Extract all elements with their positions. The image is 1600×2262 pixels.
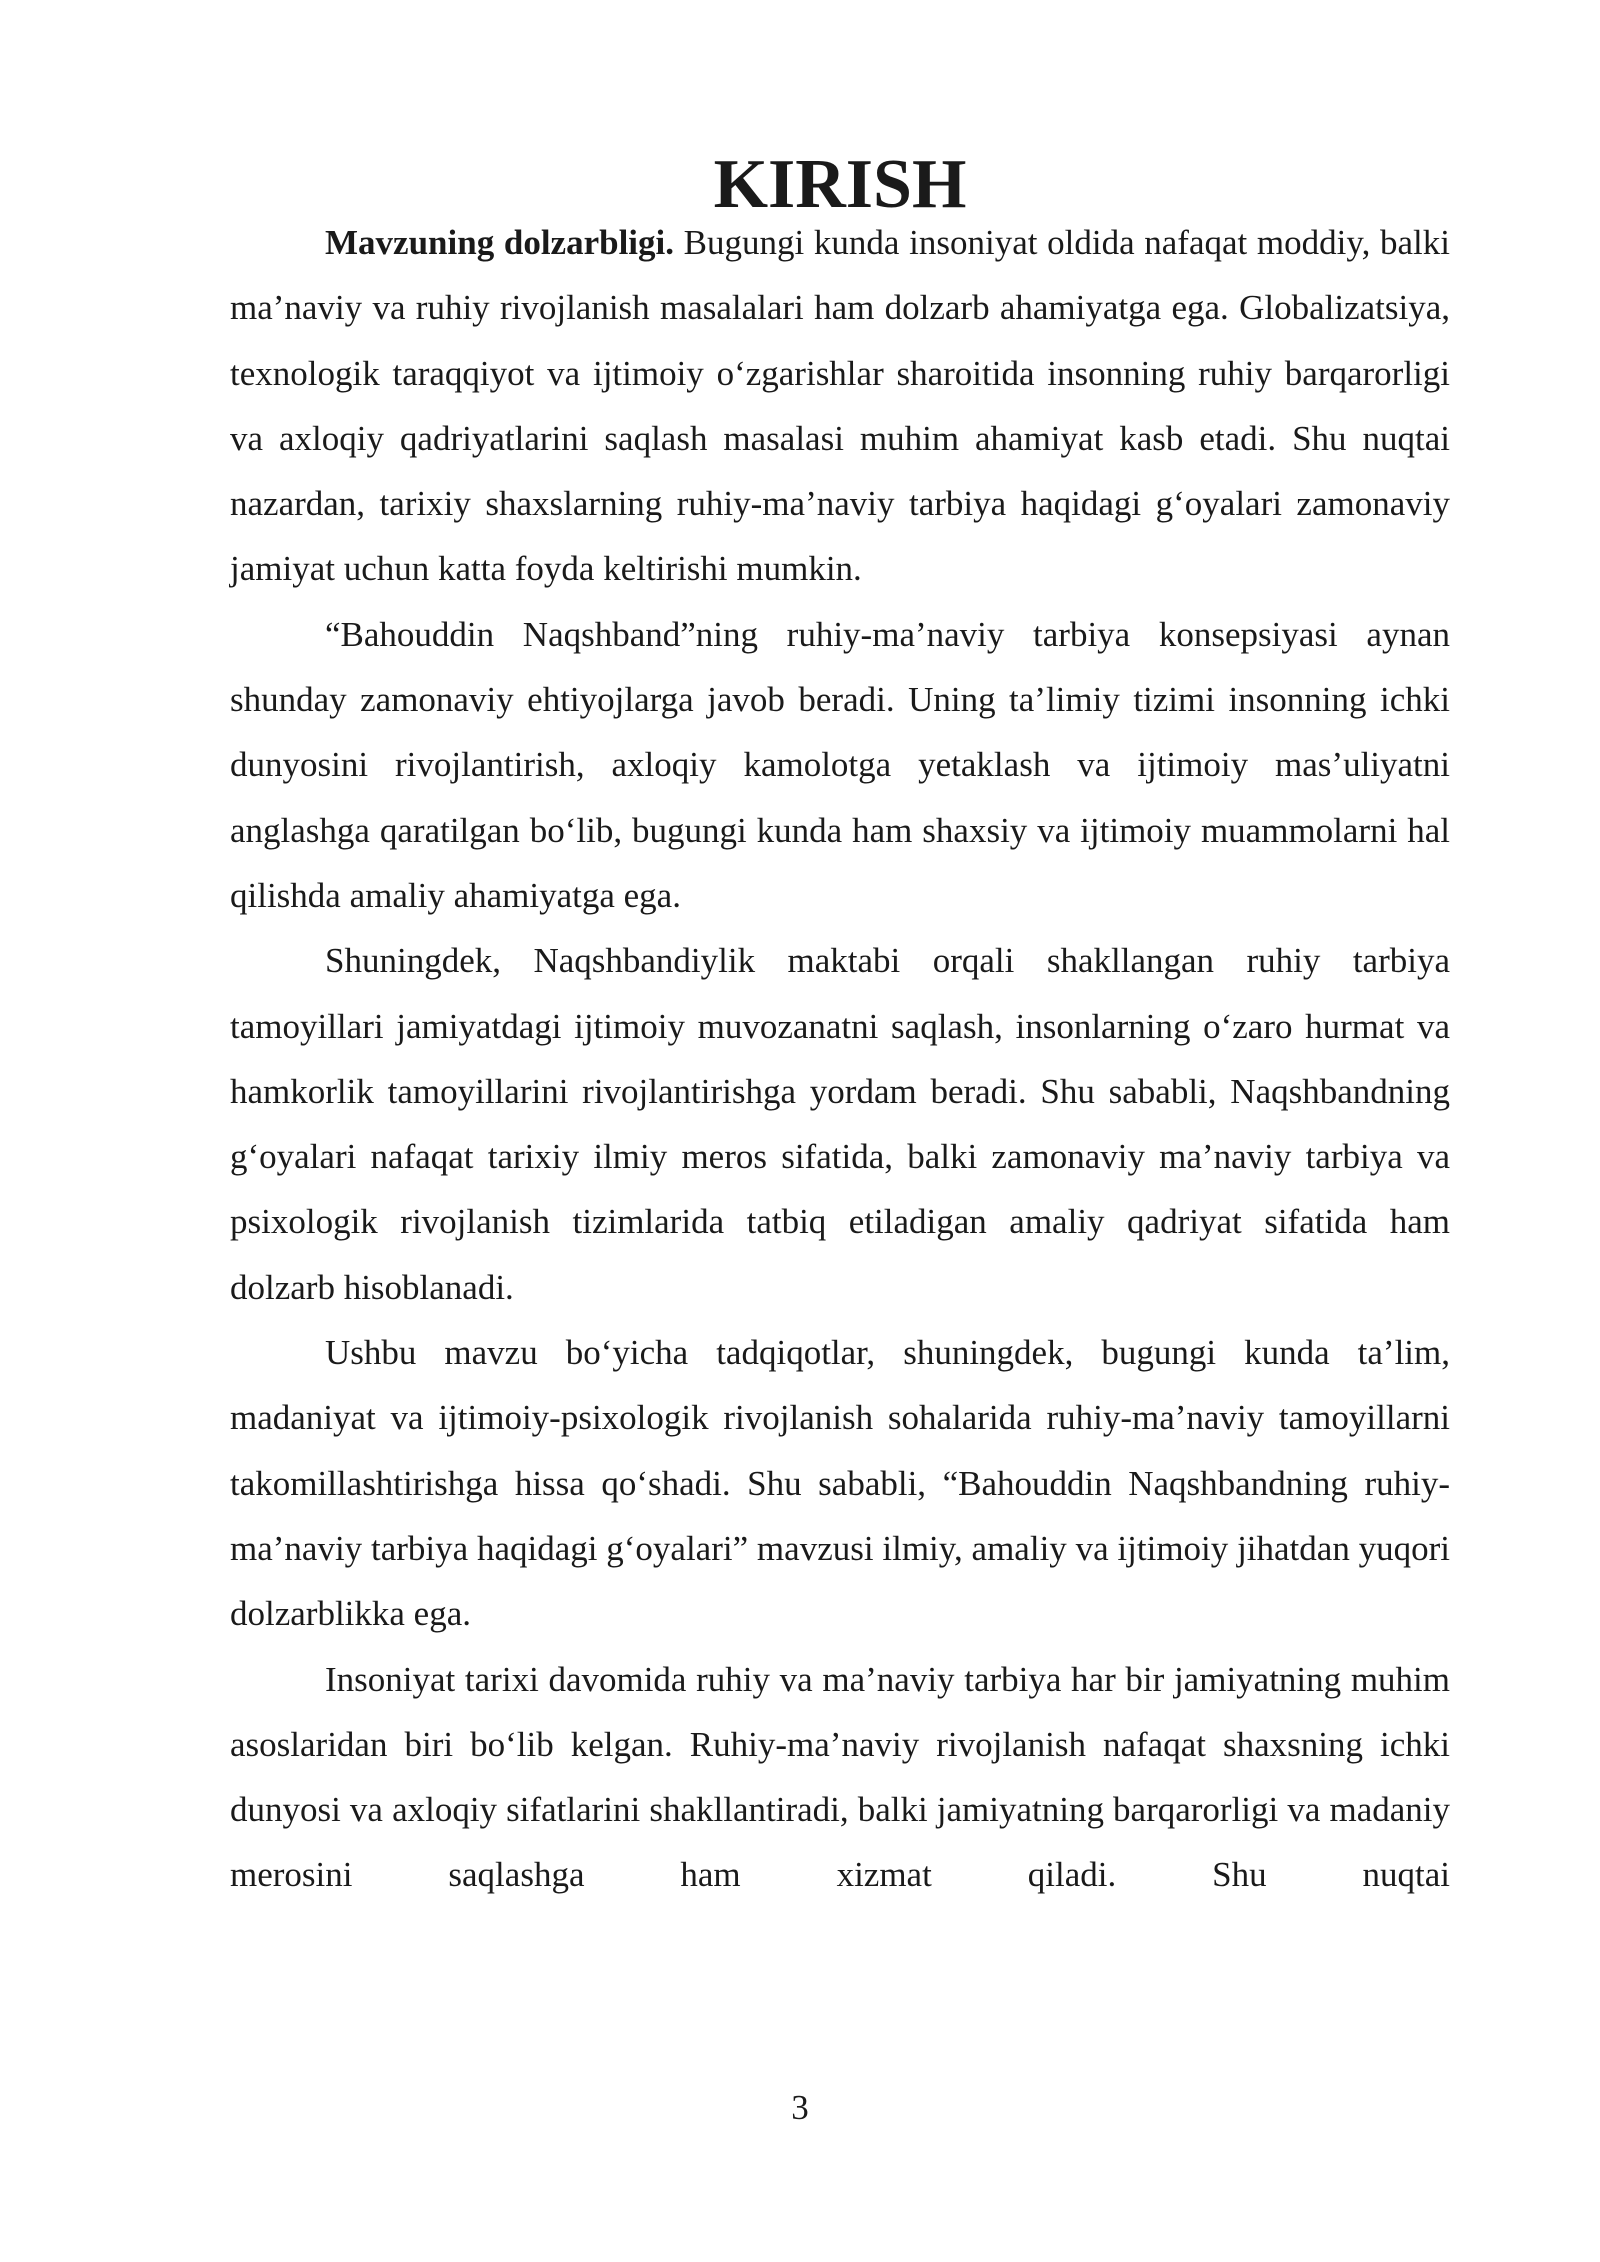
paragraph-relevance — [230, 210, 1450, 602]
paragraph-principles: Shuningdek, Naqshbandiylik maktabi orqali shakllangan ruhiy tarbiya tamoyillari jamiyatdagi ijtimoiy muvozanatni saqlash, insonlarning o‘zaro hurmat va hamkorlik tamoyillarini rivojlantirishga yordam beradi. Shu sababli, Naqshbandning g‘oyalari nafaqat tarixiy ilmiy meros sifatida, balki zamonaviy ma’naviy tarbiya va psixologik rivojlanish tizimlarida tatbiq etiladigan amaliy qadriyat sifatida ham dolzarb hisoblanadi. — [230, 941, 1450, 1307]
paragraph-research: Ushbu mavzu bo‘yicha tadqiqotlar, shuningdek, bugungi kunda ta’lim, madaniyat va ijtimoiy-psixologik rivojlanish sohalarida ruhiy-ma’naviy tamoyillarni takomillashtirishga hissa qo‘shadi. Shu sababli, “Bahouddin Naqshbandning ruhiy-ma’naviy tarbiya haqidagi g‘oyalari” mavzusi ilmiy, amaliy va ijtimoiy jihatdan yuqori dolzarblikka ega. — [230, 1333, 1450, 1634]
page-number: 3 — [791, 2088, 809, 2127]
paragraph-history: Insoniyat tarixi davomida ruhiy va ma’naviy tarbiya har bir jamiyatning muhim asoslaridan biri bo‘lib kelgan. Ruhiy-ma’naviy rivojlanish nafaqat shaxsning ichki dunyosi va axloqiy sifatlarini shakllantiradi, balki jamiyatning barqarorligi va madaniy merosini saqlashga ham xizmat qiladi. Shu nuqtai — [230, 1659, 1450, 1895]
page-body — [230, 146, 1450, 1908]
page-title: KIRISH — [713, 146, 967, 223]
paragraph-text: Bugungi kunda insoniyat oldida nafaqat moddiy, balki ma’naviy va ruhiy rivojlanish masalalari ham dolzarb ahamiyatga ega. Globalizatsiya, texnologik taraqqiyot va ijtimoiy o‘zgarishlar sharoitida insonning ruhiy barqarorligi va axloqiy qadriyatlarini saqlash masalasi muhim ahamiyat kasb etadi. Shu nuqtai nazardan, tarixiy shaxslarning ruhiy-ma’naviy tarbiya haqidagi g‘oyalari zamonaviy jamiyat uchun katta foyda keltirishi mumkin. — [230, 223, 1450, 589]
paragraph-concept: “Bahouddin Naqshband”ning ruhiy-ma’naviy tarbiya konsepsiyasi aynan shunday zamonaviy ehtiyojlarga javob beradi. Uning ta’limiy tizimi insonning ichki dunyosini rivojlantirish, axloqiy kamolotga yetaklash va ijtimoiy mas’uliyatni anglashga qaratilgan bo‘lib, bugungi kunda ham shaxsiy va ijtimoiy muammolarni hal qilishda amaliy ahamiyatga ega. — [230, 614, 1450, 915]
paragraph-lead-bold: Mavzuning dolzarbligi. — [325, 223, 675, 262]
